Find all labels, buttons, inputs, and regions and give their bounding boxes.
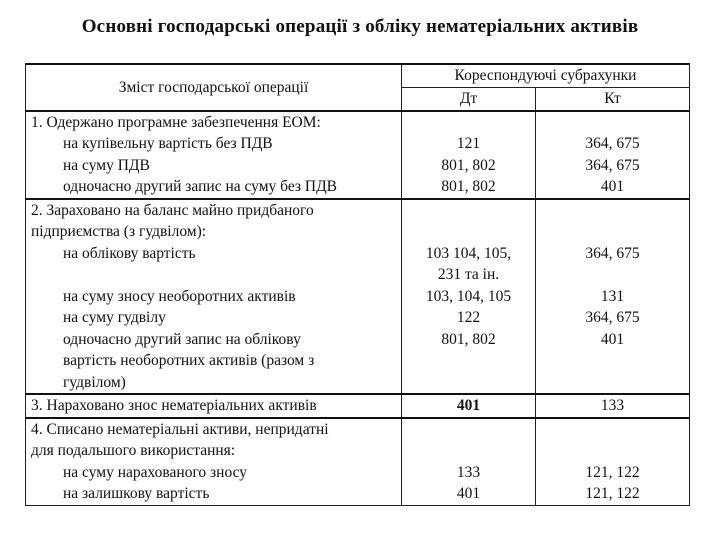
operation-description: [26, 111, 402, 199]
description-line: на залишкову вартість: [63, 485, 210, 502]
credit-value: [541, 350, 684, 372]
header-credit: Кт: [536, 88, 690, 111]
credit-value: 121, 122: [585, 485, 640, 502]
operation-description: [26, 418, 402, 506]
description-line: на купівельну вартість без ПДВ: [63, 135, 273, 152]
debit-value: 133: [456, 463, 481, 481]
description-line: 3. Нараховано знос нематеріальних активів: [31, 397, 317, 414]
operation-description: [26, 199, 402, 395]
document-title: Основні господарські операції з обліку нематеріальних активів: [81, 16, 639, 37]
debit-value: [407, 350, 530, 372]
debit-value: [407, 440, 530, 462]
debit-value: [407, 200, 530, 222]
credit-accounts: [536, 418, 690, 506]
description-line: вартість необоротних активів (разом з: [63, 352, 315, 369]
credit-value: 133: [600, 397, 625, 414]
description-line: на суму нарахованого зносу: [63, 463, 248, 481]
credit-value: 401: [600, 330, 625, 348]
credit-value: 121, 122: [585, 463, 640, 481]
description-line: 2. Зараховано на баланс майно придбаного: [31, 201, 314, 219]
description-line: підприємства (з гудвілом):: [31, 223, 207, 240]
operation-description: [26, 394, 402, 418]
operations-table: [25, 63, 690, 506]
credit-accounts: [536, 111, 690, 199]
debit-value: 103, 104, 105: [425, 287, 512, 305]
debit-value: 401: [456, 485, 481, 502]
credit-value: [541, 264, 684, 286]
table-body: [26, 111, 690, 506]
operation-group-4: [26, 418, 690, 506]
debit-value: 801, 802: [441, 330, 496, 348]
credit-value: [541, 419, 684, 441]
debit-accounts: [402, 199, 536, 395]
credit-value: 131: [600, 287, 625, 305]
description-line: для подальшого використання:: [31, 442, 236, 459]
description-line: на облікову вартість: [63, 244, 196, 262]
operation-group-3: [26, 394, 690, 418]
credit-accounts: [536, 394, 690, 418]
table-header: [26, 64, 690, 111]
credit-value: 364, 675: [585, 309, 640, 326]
debit-value: 121: [456, 135, 481, 152]
debit-value: 122: [456, 309, 481, 326]
debit-value: 103 104, 105,: [425, 244, 512, 262]
description-line: [31, 264, 396, 286]
credit-accounts: [536, 199, 690, 395]
debit-accounts: [402, 394, 536, 418]
header-corresponding-accounts: Кореспондуючі субрахунки: [402, 64, 690, 88]
debit-value: [407, 372, 530, 394]
description-line: 4. Списано нематеріальні активи, непридатні: [31, 420, 329, 438]
description-line: одночасно другий запис на суму без ПДВ: [63, 178, 338, 195]
credit-value: [541, 221, 684, 243]
description-line: на суму ПДВ: [63, 156, 150, 174]
credit-value: [541, 440, 684, 462]
debit-value: 401: [456, 397, 481, 414]
credit-value: [541, 112, 684, 134]
debit-accounts: [402, 418, 536, 506]
debit-value: 801, 802: [441, 178, 496, 195]
description-line: одночасно другий запис на облікову: [63, 330, 301, 348]
credit-value: [541, 372, 684, 394]
debit-value: [407, 112, 530, 134]
debit-value: [407, 419, 530, 441]
debit-value: 231 та ін.: [437, 266, 500, 283]
operation-group-2: [26, 199, 690, 395]
operation-group-1: [26, 111, 690, 199]
credit-value: [541, 200, 684, 222]
header-content: Зміст господарської операції: [26, 64, 402, 111]
description-line: на суму гудвілу: [63, 309, 166, 326]
description-line: гудвілом): [63, 373, 126, 391]
description-line: 1. Одержано програмне забезпечення ЕОМ:: [31, 113, 321, 131]
description-line: на суму зносу необоротних активів: [63, 287, 296, 305]
credit-value: 364, 675: [585, 244, 640, 262]
debit-accounts: [402, 111, 536, 199]
credit-value: 401: [600, 178, 625, 195]
debit-value: [407, 221, 530, 243]
header-debit: Дт: [402, 88, 536, 111]
credit-value: 364, 675: [585, 156, 640, 174]
credit-value: 364, 675: [585, 135, 640, 152]
debit-value: 801, 802: [441, 156, 496, 174]
